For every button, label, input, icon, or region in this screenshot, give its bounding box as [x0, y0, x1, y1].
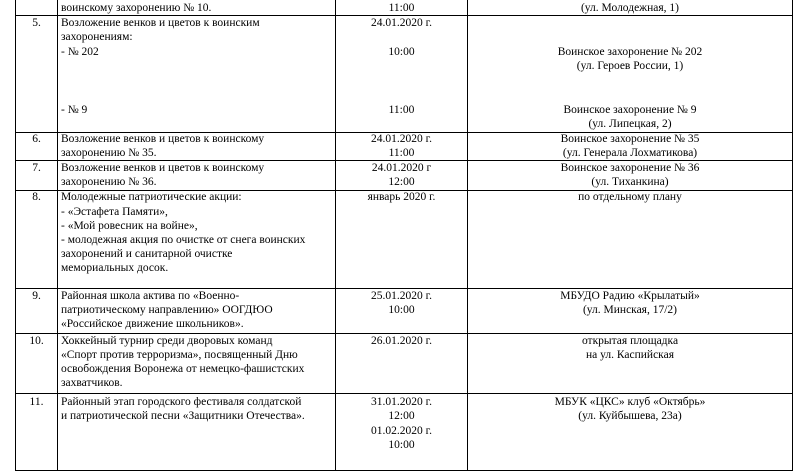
time-line: 24.01.2020 г.	[371, 133, 432, 145]
column-divider	[792, 0, 793, 471]
time-line: 10:00	[388, 439, 415, 451]
event-line: Возложение венков и цветов к воинскому	[61, 162, 265, 174]
place-line: открытая площадка	[581, 335, 679, 347]
event-line: патриотическому направлению» ООГДЮО	[61, 304, 273, 316]
place-line: МБУК «ЦКС» клуб «Октябрь»	[554, 396, 706, 408]
event-line: захватчиков.	[61, 377, 123, 389]
row-divider	[15, 160, 793, 161]
row-number: 9.	[32, 290, 41, 302]
event-line: Районная школа актива по «Военно-	[61, 290, 240, 302]
time-line: 24.01.2020 г.	[371, 17, 432, 29]
event-line: «Российское движение школьников».	[61, 318, 244, 330]
event-line: захоронению № 36.	[61, 176, 157, 188]
event-line: Возложение венков и цветов к воинскому	[61, 133, 265, 145]
time-line: 11:00	[388, 104, 415, 116]
time-line: январь 2020 г.	[367, 191, 436, 203]
time-cell: 11:00	[388, 2, 415, 14]
place-line: на ул. Каспийская	[586, 349, 674, 361]
time-line: 24.01.2020 г	[371, 162, 432, 174]
place-line: (ул. Липецкая, 2)	[588, 118, 672, 130]
row-number: 6.	[32, 133, 41, 145]
place-line: Воинское захоронение № 202	[557, 46, 703, 58]
event-line: - «Эстафета Памяти»,	[61, 206, 168, 218]
row-divider	[15, 470, 793, 471]
event-line: - молодежная акция по очистке от снега воинских	[61, 234, 306, 246]
row-number: 8.	[32, 191, 41, 203]
event-line: - «Мой ровесник на войне»,	[61, 220, 198, 232]
place-line: Воинское захоронение № 35	[560, 133, 700, 145]
row-number: 5.	[32, 17, 41, 29]
place-line: по отдельному плану	[578, 191, 682, 203]
place-line: (ул. Тиханкина)	[591, 176, 669, 188]
event-line: захоронениям:	[61, 31, 133, 43]
row-number: 11.	[29, 396, 44, 408]
time-line: 26.01.2020 г.	[371, 335, 432, 347]
place-line: (ул. Героев России, 1)	[576, 60, 684, 72]
event-line: захоронений и санитарной очистке	[61, 248, 233, 260]
row-divider	[15, 288, 793, 289]
event-line: и патриотической песни «Защитники Отечества».	[61, 410, 305, 422]
time-line: 25.01.2020 г.	[371, 290, 432, 302]
event-line: - № 202	[61, 46, 99, 58]
place-cell: (ул. Молодежная, 1)	[580, 2, 680, 14]
place-line: Воинское захоронение № 9	[563, 104, 697, 116]
event-line: Хоккейный турнир среди дворовых команд	[61, 335, 273, 347]
event-line: Молодежные патриотические акции:	[61, 191, 242, 203]
row-number: 7.	[32, 162, 41, 174]
row-number: 10.	[29, 335, 44, 347]
row-divider	[15, 393, 793, 394]
time-line: 01.02.2020 г.	[371, 425, 432, 437]
event-line: Возложение венков и цветов к воинским	[61, 17, 260, 29]
event-line: освобождения Воронежа от немецко-фашистских	[61, 363, 305, 375]
event-line: мемориальных досок.	[61, 262, 169, 274]
event-line: - № 9	[61, 104, 88, 116]
event-line: Районный этап городского фестиваля солдатской	[61, 396, 302, 408]
time-line: 11:00	[388, 147, 415, 159]
event-line: «Спорт против терроризма», посвященный Дню	[61, 349, 298, 361]
time-line: 12:00	[388, 176, 415, 188]
event-cell: воинскому захоронению № 10.	[61, 2, 212, 14]
place-line: Воинское захоронение № 36	[560, 162, 700, 174]
row-divider	[15, 333, 793, 334]
time-line: 10:00	[388, 304, 415, 316]
place-line: МБУДО Радию «Крылатый»	[560, 290, 700, 302]
place-line: (ул. Генерала Лохматикова)	[562, 147, 698, 159]
event-line: захоронению № 35.	[61, 147, 157, 159]
place-line: (ул. Куйбышева, 23а)	[578, 410, 682, 422]
time-line: 31.01.2020 г.	[371, 396, 432, 408]
place-line: (ул. Минская, 17/2)	[582, 304, 678, 316]
time-line: 12:00	[388, 410, 415, 422]
time-line: 10:00	[388, 46, 415, 58]
row-divider	[15, 15, 793, 16]
column-divider	[57, 0, 58, 471]
